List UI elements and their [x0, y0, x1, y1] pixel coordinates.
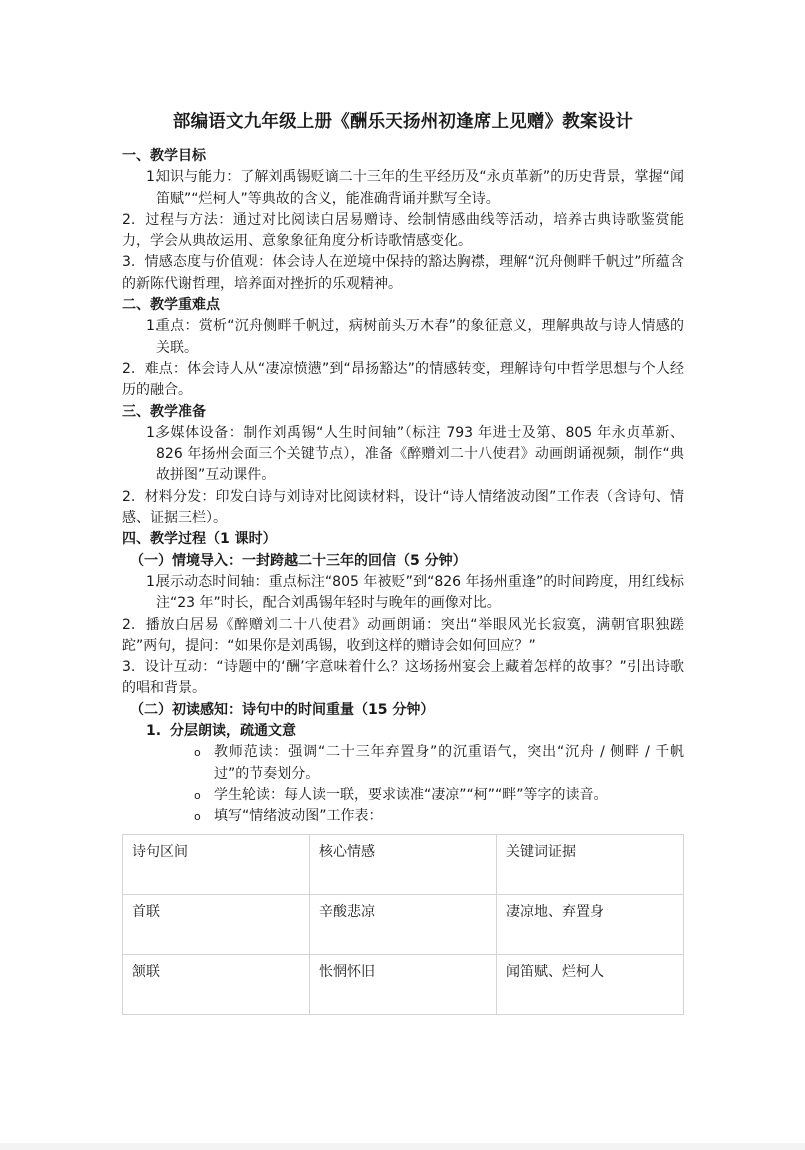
- bullet-icon: o: [194, 746, 201, 760]
- table-cell: 首联: [123, 894, 310, 954]
- list-number: 3.: [122, 659, 136, 676]
- paragraph: [122, 657, 684, 700]
- list-item: [122, 572, 684, 615]
- list-text: 情感态度与价值观：体会诗人在逆境中保持的豁达胸襟，理解“沉舟侧畔千帆过”所蕴含的新陈代谢哲理，培养面对挫折的乐观精神。: [122, 254, 684, 292]
- table-row: [123, 954, 684, 1014]
- bullet-text: 学生轮读：每人读一联，要求读准“凄凉”“柯”“畔”等字的读音。: [214, 786, 608, 803]
- bullet-item: [122, 742, 684, 785]
- list-number: 1.: [146, 318, 160, 335]
- paragraph: [122, 359, 684, 402]
- bullet-text: 填写“情绪波动图”工作表：: [214, 808, 383, 825]
- table-header-cell: 核心情感: [310, 834, 497, 894]
- subsection-heading-first-reading: （二）初读感知：诗句中的时间重量（15 分钟）: [130, 701, 435, 718]
- list-item: [122, 316, 684, 359]
- table-cell: 怅惘怀旧: [310, 954, 497, 1014]
- table-header-row: [123, 834, 684, 894]
- list-text: 分层朗读，疏通文意: [170, 723, 296, 740]
- section-heading-objectives: 一、教学目标: [122, 148, 206, 164]
- paragraph: [122, 252, 684, 295]
- section-heading-preparation: 三、教学准备: [122, 403, 206, 420]
- subsection-heading-intro: （一）情境导入：一封跨越二十三年的回信（5 分钟）: [130, 552, 467, 569]
- paragraph: [122, 615, 684, 658]
- list-number: 2.: [122, 616, 136, 633]
- table-cell: 凄凉地、弃置身: [497, 894, 684, 954]
- table-header-cell: 关键词证据: [497, 834, 684, 894]
- section-heading-process: 四、教学过程（1 课时）: [122, 531, 277, 548]
- list-text: 知识与能力：了解刘禹锡贬谪二十三年的生平经历及“永贞革新”的历史背景，掌握“闻笛赋”“烂柯人”等典故的含义，能准确背诵并默写全诗。: [156, 169, 684, 207]
- paragraph: [122, 210, 684, 253]
- list-item: [122, 167, 684, 210]
- list-number: 1.: [146, 169, 160, 186]
- table-row: [123, 894, 684, 954]
- paragraph: [122, 487, 684, 530]
- list-text: 多媒体设备：制作刘禹锡“人生时间轴”（标注 793 年进士及第、805 年永贞革新、826 年扬州会面三个关键节点），准备《醉赠刘二十八使君》动画朗诵视频，制作“典故拼图”互动课件。: [156, 424, 684, 484]
- list-number: 2.: [122, 360, 136, 377]
- emotion-table: [122, 834, 684, 1015]
- list-number: 2.: [122, 211, 136, 228]
- list-text: 重点：赏析“沉舟侧畔千帆过，病树前头万木春”的象征意义，理解典故与诗人情感的关联。: [156, 318, 684, 356]
- step-heading: [122, 721, 684, 742]
- bullet-icon: o: [194, 788, 201, 802]
- list-number: 1.: [146, 723, 162, 740]
- list-text: 难点：体会诗人从“凄凉愤懑”到“昂扬豁达”的情感转变，理解诗句中哲学思想与个人经历的融合。: [122, 360, 684, 399]
- bullet-icon: o: [194, 810, 201, 824]
- page-title: 部编语文九年级上册《酬乐天扬州初逢席上见赠》教案设计: [172, 112, 634, 132]
- list-number: 3.: [122, 254, 136, 271]
- list-text: 播放白居易《醉赠刘二十八使君》动画朗诵：突出“举眼风光长寂寞，满朝官职独蹉跎”两句，提问：“如果你是刘禹锡，收到这样的赠诗会如何回应？”: [122, 616, 684, 654]
- list-text: 设计互动：“诗题中的‘酬’字意味着什么？这场扬州宴会上藏着怎样的故事？”引出诗歌的唱和背景。: [122, 659, 685, 697]
- table-header-cell: 诗句区间: [123, 834, 310, 894]
- table-cell: 颔联: [123, 954, 310, 1014]
- bullet-text: 教师范读：强调“二十三年弃置身”的沉重语气，突出“沉舟 / 侧畔 / 千帆过”的节奏划分。: [214, 744, 684, 782]
- list-text: 材料分发：印发白诗与刘诗对比阅读材料，设计“诗人情绪波动图”工作表（含诗句、情感、证据三栏）。: [122, 488, 684, 527]
- section-heading-key-points: 二、教学重难点: [122, 297, 220, 314]
- table-cell: 闻笛赋、烂柯人: [497, 954, 684, 1014]
- bullet-item: [122, 785, 684, 806]
- list-number: 2.: [122, 488, 136, 505]
- bullet-item: [122, 806, 684, 827]
- list-text: 展示动态时间轴：重点标注“805 年被贬”到“826 年扬州重逢”的时间跨度，用红线标注“23 年”时长，配合刘禹锡年轻时与晚年的画像对比。: [156, 573, 684, 612]
- table-cell: 辛酸悲凉: [310, 894, 497, 954]
- list-number: 1.: [146, 424, 160, 441]
- list-text: 过程与方法：通过对比阅读白居易赠诗、绘制情感曲线等活动，培养古典诗歌鉴赏能力，学会从典故运用、意象象征角度分析诗歌情感变化。: [122, 211, 684, 250]
- document-content: [122, 108, 684, 1015]
- list-item: [122, 423, 684, 487]
- list-number: 1.: [146, 573, 160, 590]
